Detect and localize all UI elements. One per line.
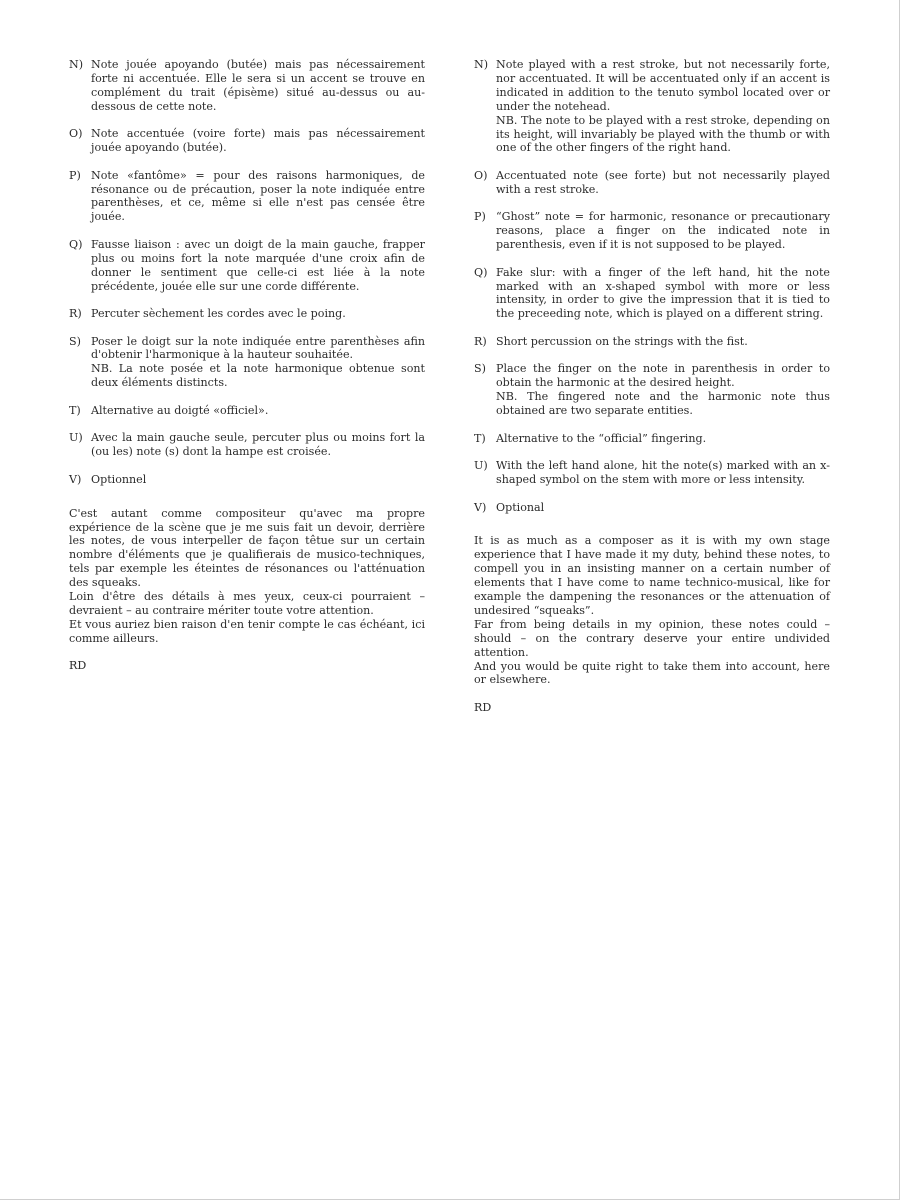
item-label: P) — [69, 168, 81, 182]
french-item-q — [69, 238, 425, 294]
french-column — [69, 58, 425, 673]
item-label: O) — [474, 168, 488, 182]
item-label: T) — [69, 403, 81, 417]
french-item-v — [69, 473, 425, 487]
english-signature: RD — [474, 700, 492, 714]
closing-paragraph: And you would be quite right to take them into account, here or elsewhere. — [474, 659, 830, 687]
french-item-u — [69, 431, 425, 459]
item-text: Place the finger on the note in parenthesis in order to obtain the harmonic at the desired height. — [496, 362, 830, 390]
french-item-o — [69, 127, 425, 155]
item-label: Q) — [474, 265, 488, 279]
french-item-p — [69, 169, 425, 225]
english-item-p — [474, 210, 830, 252]
item-label: U) — [474, 459, 488, 473]
english-item-t — [474, 432, 830, 446]
item-label: N) — [474, 58, 489, 71]
item-text: Fake slur: with a finger of the left hand, hit the note marked with an x-shaped symbol with more or less intensity, in order to give the impression that it is tied to the preceeding note, which is played on a different string. — [496, 265, 830, 321]
english-column — [474, 58, 830, 715]
item-note: NB. The fingered note and the harmonic note thus obtained are two separate entities. — [496, 390, 830, 418]
item-label: U) — [69, 431, 83, 445]
item-text: Alternative to the “official” fingering. — [496, 431, 707, 445]
item-text: Optional — [496, 500, 545, 514]
item-text: Percuter sèchement les cordes avec le poing. — [91, 307, 346, 321]
english-item-o — [474, 169, 830, 197]
item-label: P) — [474, 210, 486, 224]
english-closing — [474, 534, 830, 687]
english-item-q — [474, 266, 830, 322]
item-label: V) — [474, 500, 487, 514]
item-label: S) — [474, 362, 486, 376]
item-text: Short percussion on the strings with the fist. — [496, 334, 748, 348]
item-text: Alternative au doigté «officiel». — [91, 403, 269, 417]
closing-paragraph: Et vous auriez bien raison d'en tenir compte le cas échéant, ici comme ailleurs. — [69, 617, 425, 645]
closing-paragraph: It is as much as a composer as it is with my own stage experience that I have made it my duty, behind these notes, to compell you in an insisting manner on a certain number of elements that I have come to name technico-musical, like for example the dampening the resonances or the attenuation of undesired “squeaks”. — [474, 534, 830, 617]
english-item-r — [474, 335, 830, 349]
item-text: Optionnel — [91, 472, 147, 486]
item-label: O) — [69, 127, 83, 141]
english-item-u — [474, 459, 830, 487]
item-note: NB. The note to be played with a rest stroke, depending on its height, will invariably be played with the thumb or with one of the other fingers of the right hand. — [496, 113, 830, 155]
english-item-n — [474, 58, 830, 155]
closing-paragraph: Far from being details in my opinion, these notes could – should – on the contrary deserve your entire undivided attention. — [474, 617, 830, 659]
closing-paragraph: Loin d'être des détails à mes yeux, ceux-ci pourraient – devraient – au contraire mériter toute votre attention. — [69, 590, 425, 617]
item-text: “Ghost” note = for harmonic, resonance or precautionary reasons, place a finger on the indicated note in parenthesis, even if it is not supposed to be played. — [496, 210, 830, 252]
item-label: V) — [69, 472, 82, 486]
item-label: S) — [69, 334, 81, 348]
item-label: R) — [69, 307, 82, 321]
item-note: NB. La note posée et la note harmonique obtenue sont deux éléments distincts. — [91, 362, 425, 390]
french-item-t — [69, 404, 425, 418]
item-text: Note jouée apoyando (butée) mais pas nécessairement forte ni accentuée. Elle le sera si un accent se trouve en complément du trait (épisème) situé au-dessus ou au-dessous de cette note. — [91, 58, 425, 113]
item-text: Poser le doigt sur la note indiquée entre parenthèses afin d'obtenir l'harmonique à la hauteur souhaitée. — [91, 334, 425, 362]
item-text: Fausse liaison : avec un doigt de la main gauche, frapper plus ou moins fort la note marquée d'une croix afin de donner le sentiment que celle-ci est liée à la note précédente, jouée elle sur une corde différente. — [91, 237, 425, 293]
item-text: Avec la main gauche seule, percuter plus ou moins fort la (ou les) note (s) dont la hampe est croisée. — [91, 431, 425, 459]
french-item-r — [69, 307, 425, 321]
item-text: Note played with a rest stroke, but not necessarily forte, nor accentuated. It will be accentuated only if an accent is indicated in addition to the tenuto symbol located over or under the notehead. — [496, 58, 830, 113]
english-item-v — [474, 501, 830, 515]
item-text: Note «fantôme» = pour des raisons harmoniques, de résonance ou de précaution, poser la note indiquée entre parenthèses, et ce, même si elle n'est pas censée être jouée. — [91, 168, 425, 224]
closing-paragraph: C'est autant comme compositeur qu'avec ma propre expérience de la scène que je me suis fait un devoir, derrière les notes, de vous interpeller de façon têtue sur un certain nombre d'éléments que je qualifierais de musico-techniques, tels par exemple les éteintes de résonances ou l'atténuation des squeaks. — [69, 506, 425, 590]
item-text: Accentuated note (see forte) but not necessarily played with a rest stroke. — [496, 168, 830, 196]
item-label: R) — [474, 334, 487, 348]
french-signature: RD — [69, 659, 87, 673]
item-label: N) — [69, 58, 84, 71]
item-text: Note accentuée (voire forte) mais pas nécessairement jouée apoyando (butée). — [91, 127, 425, 155]
french-item-n — [69, 58, 425, 114]
french-item-s — [69, 335, 425, 391]
french-closing — [69, 507, 425, 646]
english-item-s — [474, 362, 830, 418]
item-text: With the left hand alone, hit the note(s) marked with an x-shaped symbol on the stem with more or less intensity. — [496, 459, 830, 486]
item-label: Q) — [69, 237, 83, 251]
item-label: T) — [474, 431, 486, 445]
